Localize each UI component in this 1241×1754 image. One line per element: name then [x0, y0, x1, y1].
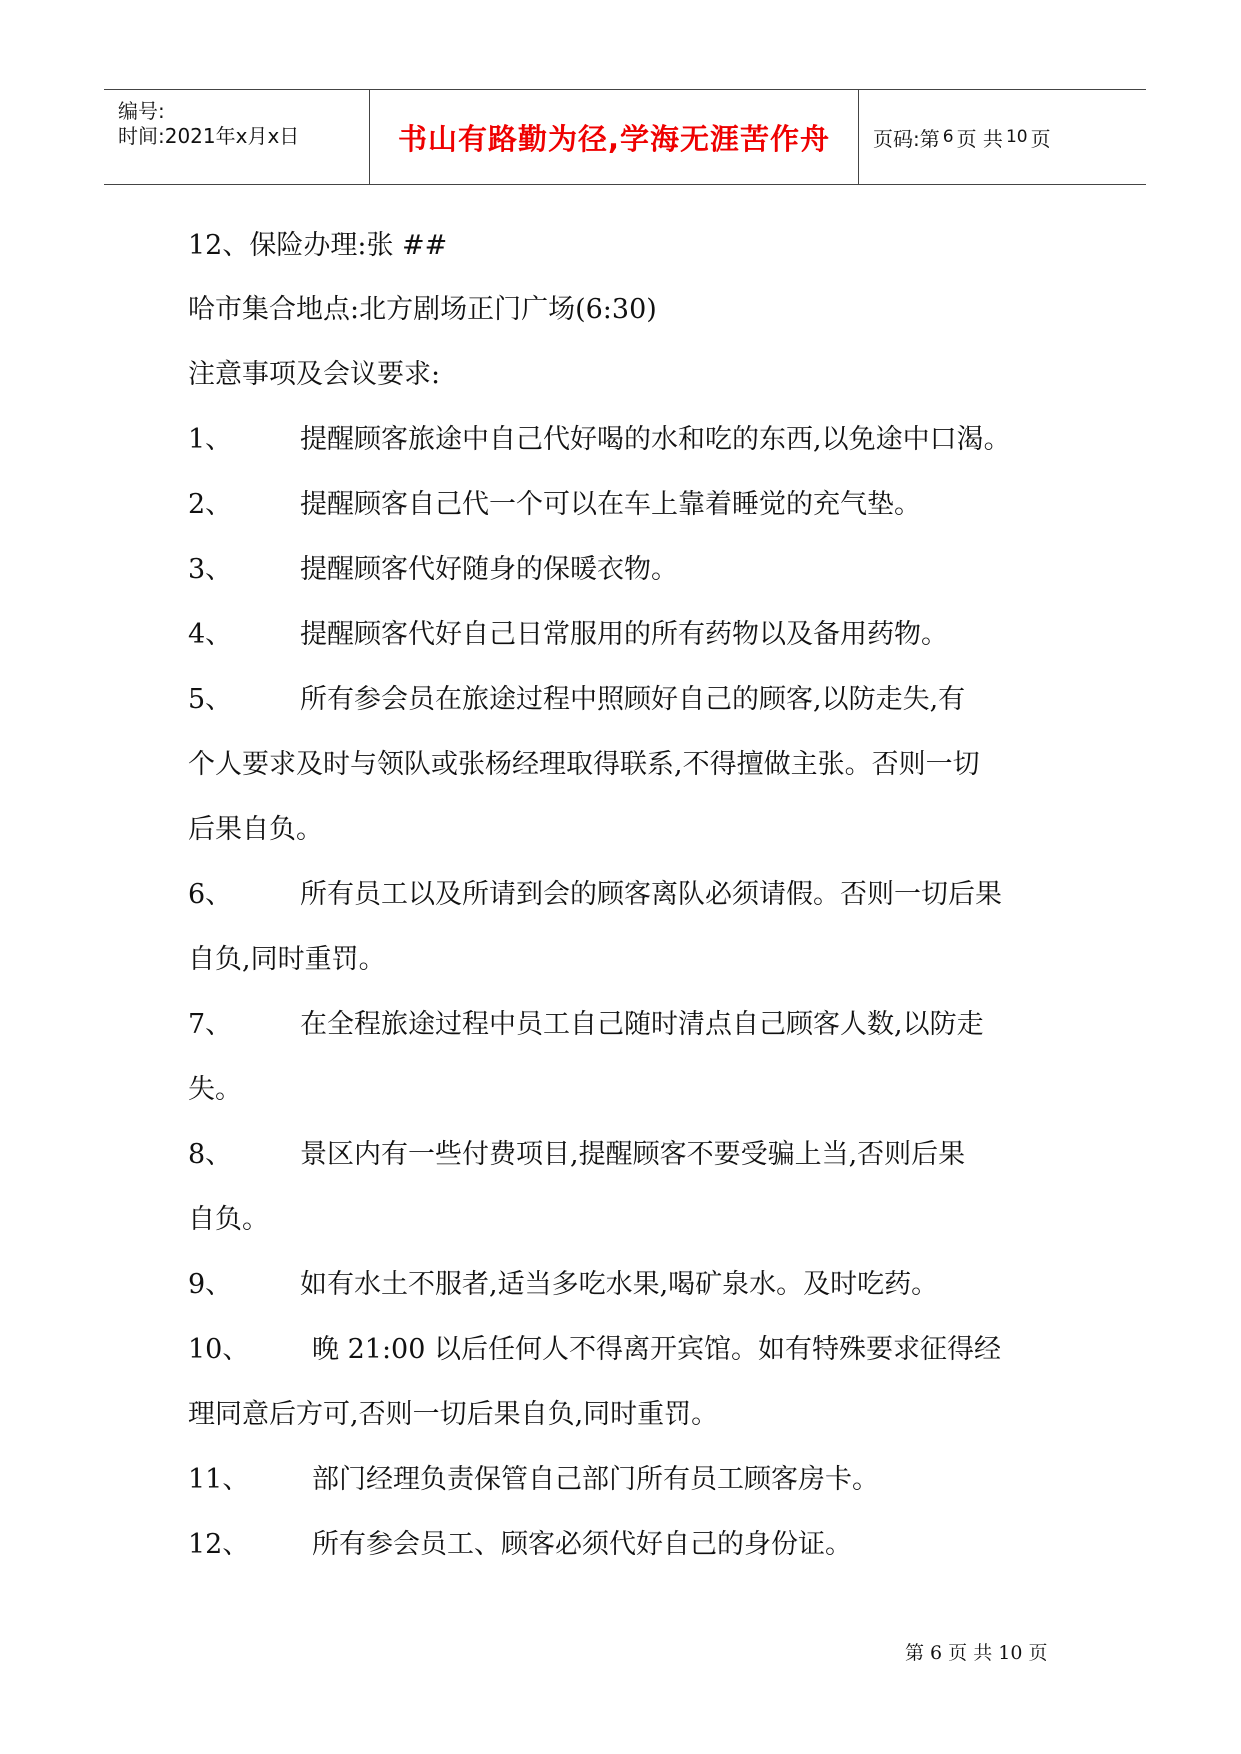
page-header: [104, 89, 1146, 185]
list-item-continuation: 自负。: [188, 1204, 269, 1235]
list-item: 5、 所有参会员在旅途过程中照顾好自己的顾客,以防走失,有: [188, 684, 966, 715]
list-item-continuation: 失。: [188, 1074, 242, 1105]
page-number: 6: [942, 127, 954, 147]
notice-title: 注意事项及会议要求:: [188, 359, 441, 390]
page-suffix: 页: [1030, 126, 1051, 151]
page-prefix: 页码:第: [873, 126, 940, 151]
list-item: 1、 提醒顾客旅途中自己代好喝的水和吃的东西,以免途中口渴。: [188, 424, 1011, 455]
list-item: 12、 所有参会员工、顾客必须代好自己的身份证。: [188, 1529, 852, 1560]
list-item: 9、 如有水土不服者,适当多吃水果,喝矿泉水。及时吃药。: [188, 1269, 939, 1300]
list-item-continuation: 自负,同时重罚。: [188, 944, 386, 975]
header-meta: [104, 90, 370, 184]
serial-label: 编号:: [118, 99, 165, 123]
page-footer: 第 6 页 共 10 页: [905, 1642, 1048, 1664]
list-item: 3、 提醒顾客代好随身的保暖衣物。: [188, 554, 678, 585]
list-item: 6、 所有员工以及所请到会的顾客离队必须请假。否则一切后果: [188, 879, 1002, 910]
header-motto: 书山有路勤为径,学海无涯苦作舟: [370, 90, 859, 184]
list-item: 4、 提醒顾客代好自己日常服用的所有药物以及备用药物。: [188, 619, 948, 650]
insurance-line: 12、保险办理:张 ##: [188, 230, 448, 261]
header-page-info: [859, 90, 1146, 184]
list-item: 10、 晚 21:00 以后任何人不得离开宾馆。如有特殊要求征得经: [188, 1334, 1001, 1365]
list-item: 11、 部门经理负责保管自己部门所有员工顾客房卡。: [188, 1464, 879, 1495]
list-item-continuation: 理同意后方可,否则一切后果自负,同时重罚。: [188, 1399, 719, 1430]
list-item-continuation: 个人要求及时与领队或张杨经理取得联系,不得擅做主张。否则一切: [188, 749, 980, 780]
list-item: 7、 在全程旅途过程中员工自己随时清点自己顾客人数,以防走: [188, 1009, 984, 1040]
page-total: 10: [1005, 127, 1028, 147]
gathering-line: 哈市集合地点:北方剧场正门广场(6:30): [188, 294, 657, 325]
list-item: 2、 提醒顾客自己代一个可以在车上靠着睡觉的充气垫。: [188, 489, 921, 520]
page-mid: 页 共: [956, 126, 1003, 151]
list-item-continuation: 后果自负。: [188, 814, 323, 845]
time-label: 时间:2021年x月x日: [118, 124, 300, 148]
list-item: 8、 景区内有一些付费项目,提醒顾客不要受骗上当,否则后果: [188, 1139, 966, 1170]
